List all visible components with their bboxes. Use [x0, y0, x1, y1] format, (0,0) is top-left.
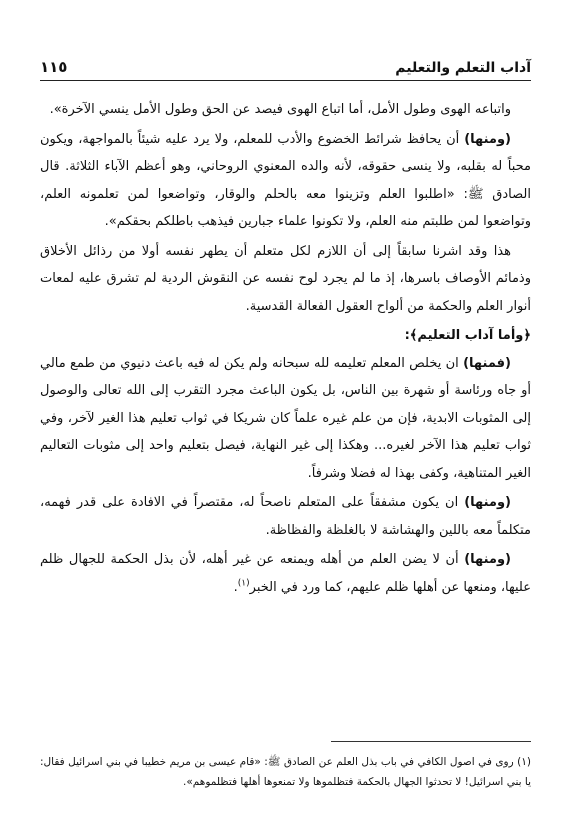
paragraph-text: واتباعه الهوى وطول الأمل، أما اتباع الهوى فيصد عن الحق وطول الأمل ينسي الآخرة». — [49, 102, 511, 117]
paragraph-lead: (ومنها) — [464, 495, 511, 510]
footnotes — [40, 752, 531, 792]
paragraph-tail: . — [233, 579, 238, 595]
paragraph-text: ان يخلص المعلم تعليمه لله سبحانه ولم يكن له فيه باعث دنيوي من طمع مالي أو جاه ورئاسة أو شهرة بين الناس، بل يكون الباعث مجرد التقرب إلى الله تعالى والوصول إلى المثوبات الابدية، فإن من علم غيره علماً كان شريكا في ثواب تعليم هذا الغير لآخر، وفي ثواب تعليم هذا الآخر لغيره... وهكذا إلى غير النهاية، فيصل بتعليم واحد إلى مثوبات التعاليم الغير المتناهية، وكفى بهذا له فضلا وشرفاً. — [40, 355, 531, 481]
page-body — [40, 96, 531, 601]
paragraph — [40, 126, 531, 236]
footnote-reference[interactable]: (١) — [237, 578, 250, 589]
paragraph-lead: (فمنها) — [463, 355, 511, 371]
paragraph-text: ان يكون مشفقاً على المتعلم ناصحاً له، مقتصراً في الافادة على قدر فهمه، متكلماً معه باللين والهشاشة لا بالغلظة والفظاظة. — [40, 495, 531, 538]
paragraph — [40, 96, 531, 124]
running-title: آداب التعلم والتعليم — [395, 60, 531, 76]
footnote-text: روى في اصول الكافي في باب بذل العلم عن الصادق ﷺ: «قام عيسى بن مريم خطيبا في بني اسرائيل فقال: يا بني اسرائيل! لا تحدثوا الجهال بالحكمة فتظلموها ولا تمنعوها أهلها فتظلموهم». — [40, 756, 531, 788]
footnote-marker: (١) — [517, 756, 531, 768]
paragraph — [40, 238, 531, 321]
footnote — [40, 752, 531, 792]
paragraph — [40, 489, 531, 544]
paragraph — [40, 546, 531, 601]
page-number: ١١٥ — [40, 58, 68, 76]
section-heading: ﴿وأما آداب التعليم﴾: — [404, 328, 531, 343]
page-header — [40, 56, 531, 81]
paragraph-text: أن يحافظ شرائط الخضوع والأدب للمعلم، ولا يرد عليه شيئاً بالمواجهة، ويكون محباً له بقلبه، ولا ينسى حقوقه، لأنه والده المعنوي الروحاني، وهو أعظم الآباء الثلاثة. قال الصادق ﷺ: «اطلبوا العلم وتزينوا معه بالحلم والوقار، وتواضعوا لمن تعلمونه العلم، وتواضعوا لمن طلبتم منه العلم، ولا تكونوا علماء جبارين فيذهب باطلكم بحقكم». — [40, 131, 531, 229]
paragraph — [40, 350, 531, 488]
footnote-divider — [331, 741, 531, 742]
paragraph-text: هذا وقد اشرنا سابقاً إلى أن اللازم لكل متعلم أن يطهر نفسه أولا من رذائل الأخلاق وذمائم الأوصاف باسرها، إذ ما لم يجرد لوح نفسه عن النقوش الردية لم تشرق عليه لمعات أنوار العلم والحكمة من ألواح العقول الفعالة القدسية. — [40, 243, 531, 314]
paragraph-lead: (ومنها) — [464, 131, 511, 147]
paragraph-lead: (ومنها) — [464, 552, 511, 567]
paragraph-text: أن لا يضن العلم من أهله ويمنعه عن غير أهله، لأن بذل الحكمة للجهال ظلم عليها، ومنعها عن أهلها ظلم عليهم، كما ورد في الخبر — [40, 552, 531, 595]
